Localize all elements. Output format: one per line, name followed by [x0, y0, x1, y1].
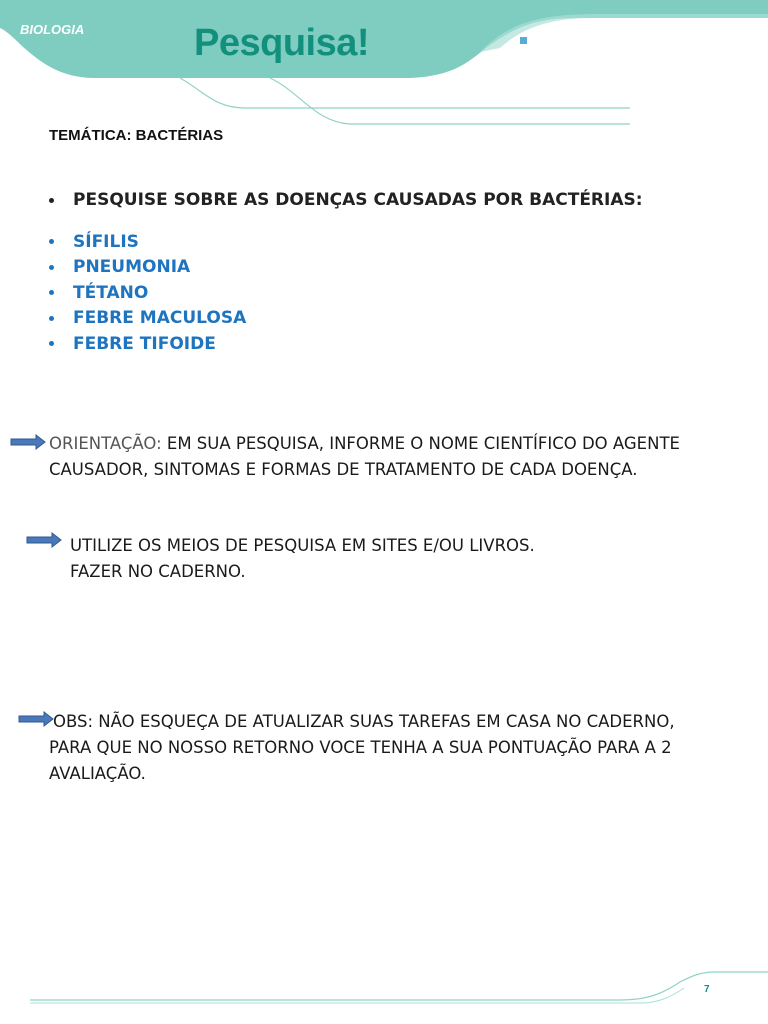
research-instruction	[49, 190, 643, 210]
bullet-icon	[49, 316, 54, 321]
teacher-label	[520, 33, 704, 48]
list-item	[49, 331, 246, 357]
arrow-right-icon	[26, 532, 62, 548]
orientation-text-line2: CAUSADOR, SINTOMAS E FORMAS DE TRATAMENTO DE CADA DOENÇA.	[49, 460, 638, 479]
disease-name: SÍFILIS	[73, 231, 139, 252]
obs-text-line2: PARA QUE NO NOSSO RETORNO VOCE TENHA A SUA PONTUAÇÃO PARA A 2	[49, 738, 672, 757]
bullet-icon	[49, 198, 54, 203]
bullet-icon	[49, 290, 54, 295]
obs-paragraph	[49, 709, 675, 787]
utilize-paragraph	[70, 533, 535, 585]
bullet-icon	[49, 265, 54, 270]
bullet-icon	[49, 341, 54, 346]
teacher-name: PROFESSORA: ANA CERES	[529, 33, 704, 48]
obs-text-line1: OBS: NÃO ESQUEÇA DE ATUALIZAR SUAS TAREFAS EM CASA NO CADERNO,	[53, 712, 675, 731]
disease-list	[49, 229, 246, 357]
arrow-right-icon	[10, 434, 46, 450]
disease-name: FEBRE MACULOSA	[73, 308, 247, 329]
list-item	[49, 306, 246, 332]
list-item	[49, 280, 246, 306]
page-number: 7	[704, 984, 710, 995]
square-bullet-icon	[520, 37, 527, 44]
utilize-text-line2: FAZER NO CADERNO.	[70, 562, 246, 581]
orientation-text-line1: EM SUA PESQUISA, INFORME O NOME CIENTÍFICO DO AGENTE	[161, 434, 680, 453]
subject-label: BIOLOGIA	[20, 22, 85, 37]
disease-name: TÉTANO	[73, 282, 149, 303]
orientation-label: ORIENTAÇÃO:	[49, 434, 162, 453]
disease-name: FEBRE TIFOIDE	[73, 333, 216, 354]
utilize-text-line1: UTILIZE OS MEIOS DE PESQUISA EM SITES E/OU LIVROS.	[70, 536, 535, 555]
theme-heading: TEMÁTICA: BACTÉRIAS	[49, 127, 224, 144]
bullet-icon	[49, 239, 54, 244]
instruction-text: PESQUISE SOBRE AS DOENÇAS CAUSADAS POR BACTÉRIAS:	[73, 190, 643, 210]
disease-name: PNEUMONIA	[73, 257, 191, 278]
list-item	[49, 229, 246, 255]
page-title: Pesquisa!	[194, 22, 370, 64]
orientation-paragraph	[49, 431, 680, 483]
obs-text-line3: AVALIAÇÃO.	[49, 764, 146, 783]
list-item	[49, 255, 246, 281]
